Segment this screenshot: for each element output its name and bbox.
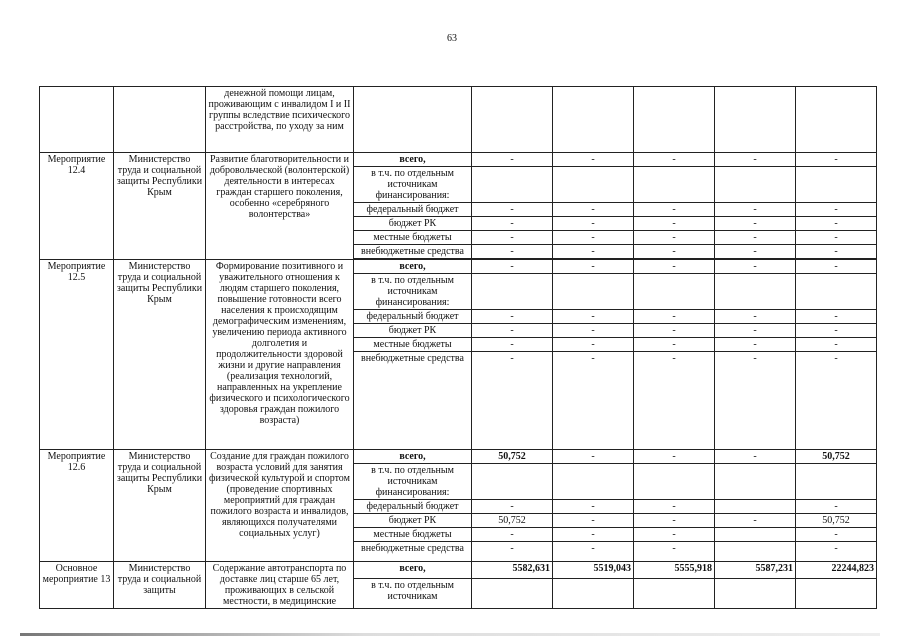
page-number: 63 — [447, 33, 457, 44]
table-row: местные бюджеты - - - - — [40, 528, 877, 542]
table-row: внебюджетные средства - - - - — [40, 542, 877, 562]
label-rk: бюджет РК — [354, 514, 472, 528]
activity-executor: Министерство труда и социальной защиты — [114, 562, 206, 609]
table-row: федеральный бюджет - - - - - — [40, 203, 877, 217]
activity-description: Создание для граждан пожилого возраста условий для занятия физической культурой и спортом (проведение спортивных мероприятий для граждан пожилого возраста и инвалидов, являющихся получателями социальных услуг) — [206, 450, 354, 562]
label-extra: внебюджетные средства — [354, 245, 472, 259]
label-federal: федеральный бюджет — [354, 203, 472, 217]
table-row: бюджет РК - - - - - — [40, 217, 877, 231]
label-total: всего, — [354, 562, 472, 579]
label-including: в т.ч. по отдельным источникам — [354, 578, 472, 608]
label-extra: внебюджетные средства — [354, 352, 472, 450]
activity-name: Мероприятие 12.4 — [40, 153, 114, 260]
table-row: Основное мероприятие 13 Министерство труда и социальной защиты Содержание автотранспорта по доставке лиц старше 65 лет, проживающих в сельской местности, в медицинские всего, 5582,631 5519,043 5555,918 5587,231 22244,823 — [40, 562, 877, 579]
activity-description: Формирование позитивного и уважительного отношения к людям старшего поколения, повышение готовности всего населения к происходящим демографическим изменениям, увеличению периода активного долголетия и продолжительности здоровой жизни и другие направления (реализация технологий, направленных на укрепление физического и психологического здоровья граждан пожилого возраста) — [206, 260, 354, 450]
table-row: Мероприятие 12.4 Министерство труда и социальной защиты Республики Крым Развитие благотворительности и добровольческой (волонтерской) деятельности в интересах граждан старшего поколения, особенно «серебряного волонтерства» всего, - - - - - — [40, 153, 877, 167]
table-row — [40, 87, 877, 153]
activity-description: Развитие благотворительности и добровольческой (волонтерской) деятельности в интересах граждан старшего поколения, особенно «серебряного волонтерства» — [206, 153, 354, 260]
table-row: бюджет РК - - - - - — [40, 324, 877, 338]
label-including: в т.ч. по отдельным источникам финансирования: — [354, 274, 472, 310]
activity-name: Мероприятие 12.5 — [40, 260, 114, 450]
table-row: местные бюджеты - - - - - — [40, 338, 877, 352]
label-extra: внебюджетные средства — [354, 542, 472, 562]
label-local: местные бюджеты — [354, 528, 472, 542]
activity-description: Содержание автотранспорта по доставке лиц старше 65 лет, проживающих в сельской местности, в медицинские — [206, 562, 354, 609]
table-row: внебюджетные средства - - - - - — [40, 352, 877, 450]
table-row: федеральный бюджет - - - - - — [40, 310, 877, 324]
table-row: внебюджетные средства - - - - - — [40, 245, 877, 259]
label-local: местные бюджеты — [354, 231, 472, 245]
activity-name: Основное мероприятие 13 — [40, 562, 114, 609]
table-row: местные бюджеты - - - - - — [40, 231, 877, 245]
label-total: всего, — [354, 153, 472, 167]
activity-executor: Министерство труда и социальной защиты Республики Крым — [114, 153, 206, 260]
table-row: Мероприятие 12.5 Министерство труда и социальной защиты Республики Крым Формирование позитивного и уважительного отношения к людям старшего поколения, повышение готовности всего населения к происходящим демографическим изменениям, увеличению периода активного долголетия и продолжительности здоровой жизни и другие направления (реализация технологий, направленных на укрепление физического и психологического здоровья граждан пожилого возраста) всего, - - - - - — [40, 260, 877, 274]
activity-name: Мероприятие 12.6 — [40, 450, 114, 562]
label-rk: бюджет РК — [354, 217, 472, 231]
label-rk: бюджет РК — [354, 324, 472, 338]
activity-executor: Министерство труда и социальной защиты Республики Крым — [114, 450, 206, 562]
table-row: бюджет РК 50,752 - - - 50,752 — [40, 514, 877, 528]
funding-table — [39, 86, 877, 609]
label-including: в т.ч. по отдельным источникам финансирования: — [354, 167, 472, 203]
activity-description: денежной помощи лицам, проживающим с инвалидом I и II группы вследствие психического расстройства, по уходу за ним — [206, 87, 354, 153]
label-federal: федеральный бюджет — [354, 310, 472, 324]
page-edge-shadow — [20, 633, 880, 636]
label-total: всего, — [354, 450, 472, 464]
label-local: местные бюджеты — [354, 338, 472, 352]
table-row: федеральный бюджет - - - - — [40, 500, 877, 514]
label-including: в т.ч. по отдельным источникам финансирования: — [354, 464, 472, 500]
activity-executor: Министерство труда и социальной защиты Республики Крым — [114, 260, 206, 450]
label-total: всего, — [354, 260, 472, 274]
label-federal: федеральный бюджет — [354, 500, 472, 514]
table-row: Мероприятие 12.6 Министерство труда и социальной защиты Республики Крым Создание для граждан пожилого возраста условий для занятия физической культурой и спортом (проведение спортивных мероприятий для граждан пожилого возраста и инвалидов, являющихся получателями социальных услуг) всего, 50,752 - - - 50,752 — [40, 450, 877, 464]
